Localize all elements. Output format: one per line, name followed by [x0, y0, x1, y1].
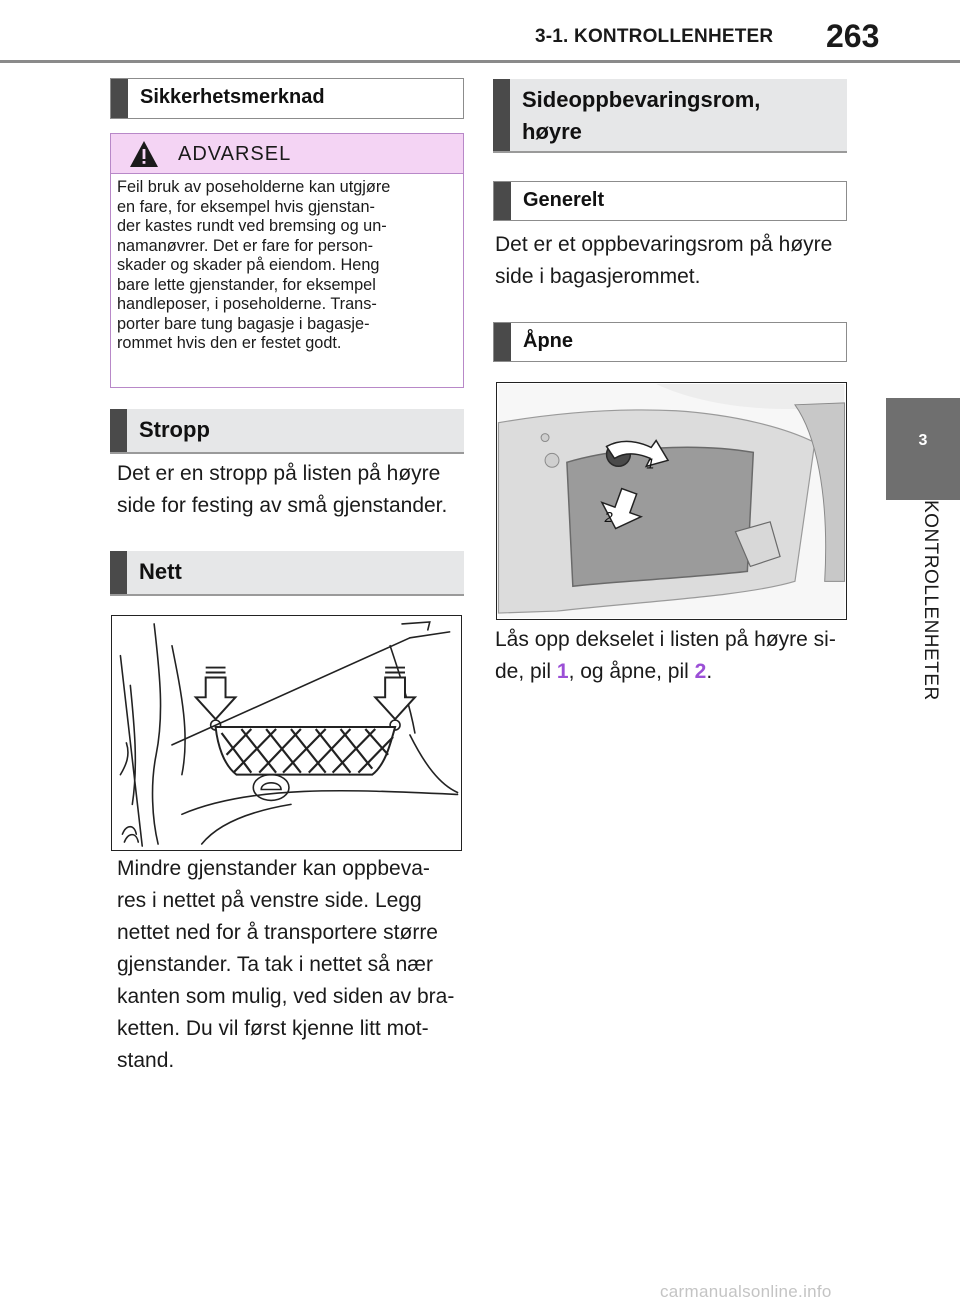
arrow-2-ref: 2	[694, 660, 707, 683]
net-illustration	[111, 615, 462, 851]
header-divider	[0, 60, 960, 63]
warning-title: ADVARSEL	[178, 143, 292, 165]
strap-paragraph: Det er en stropp på listen på høyre side for festing av små gjenstander.	[117, 462, 448, 517]
net-paragraph: Mindre gjenstander kan oppbeva- res i nettet på venstre side. Legg nettet ned for å transportere større gjenstander. Ta tak i nettet så nær kanten som mulig, ved siden av bra- ketten. Du vil først kjenne litt mot- stand.	[117, 857, 455, 1072]
warning-triangle-icon	[129, 140, 159, 168]
arrow-1-label: 1	[646, 456, 655, 473]
heading-general-text: Generelt	[523, 189, 605, 211]
arrow-2-label: 2	[604, 509, 613, 526]
chapter-label: KONTROLLENHETER	[920, 500, 941, 701]
arrow-1-ref: 1	[556, 660, 569, 683]
chapter-number: 3	[918, 432, 928, 449]
page-number: 263	[826, 18, 880, 54]
heading-open	[493, 322, 847, 362]
heading-net	[110, 551, 464, 596]
warning-text: Feil bruk av poseholderne kan utgjøre en fare, for eksempel hvis gjenstan- der kastes rundt ved bremsing og un- namanøvrer. Det er fare for person- skader og skader på eiendom. Heng bare lette gjenstander, for eksempel handleposer, i poseholderne. Trans- porter bare tung bagasje i bagasje- rommet hvis den er festet godt.	[117, 178, 391, 352]
heading-safety-note-text: Sikkerhetsmerknad	[140, 86, 325, 108]
running-header: 3-1. KONTROLLENHETER	[535, 26, 774, 47]
heading-strap-text: Stropp	[139, 417, 210, 442]
heading-strap	[110, 409, 464, 454]
storage-compartment-illustration	[496, 382, 847, 620]
heading-side-storage	[493, 79, 847, 153]
open-paragraph: Lås opp dekselet i listen på høyre si- de, pil 1, og åpne, pil 2.	[495, 628, 836, 683]
heading-open-text: Åpne	[523, 330, 573, 352]
heading-net-text: Nett	[139, 559, 182, 584]
heading-general	[493, 181, 847, 221]
general-paragraph: Det er et oppbevaringsrom på høyre side i bagasjerommet.	[495, 233, 833, 288]
watermark: carmanualsonline.info	[660, 1282, 832, 1301]
heading-safety-note	[110, 78, 464, 119]
heading-side-storage-text: Sideoppbevaringsrom, høyre	[522, 87, 761, 144]
